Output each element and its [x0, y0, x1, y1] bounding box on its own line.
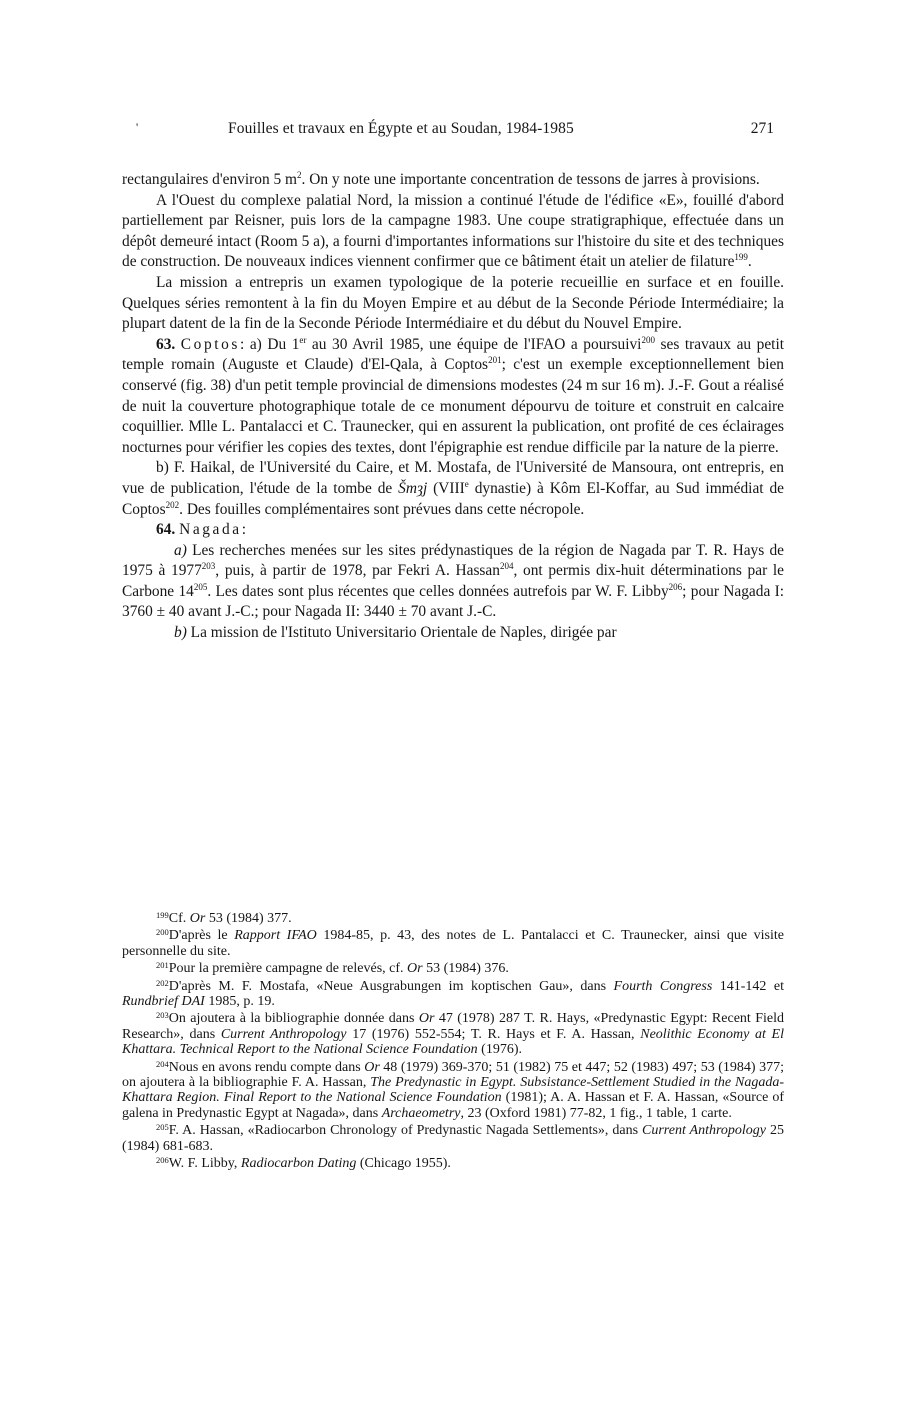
footnote-ref: 206 [668, 581, 683, 592]
section-number: 63. [156, 335, 176, 353]
footnote: $^{204}$Nous en avons rendu compte dans Or 48 (1979) 369-370; 51 (1982) 75 et 447; 52 (1983) 497; 53 (1984) 377; on ajoutera à la bibliographie F. A. Hassan, The Predynastic in Egypt. Subsistance-Settlement Studied in the Nagada-Khattara Region. Final Report to the National Science Foundation (1981); A. A. Hassan et F. A. Hassan, «Source of galena in Predynastic Egypt at Nagada», dans Archaeometry, 23 (Oxford 1981) 77-82, 1 fig., 1 table, 1 carte. [122, 1058, 785, 1121]
paragraph: b) F. Haikal, de l'Université du Caire, et M. Mostafa, de l'Université de Mansoura, ont entrepris, en vue de publication, l'étude de la tombe de Šmȝj (VIIIe dynastie) à Kôm El-Koffar, au Sud immédiat de Coptos$^{202}$. Des fouilles complémentaires sont prévues dans cette nécropole. [122, 459, 784, 518]
paragraph: a) Les recherches menées sur les sites prédynastiques de la région de Nagada par T. R. Hays de 1975 à 1977$^{203}$, puis, à partir de 1978, par Fekri A. Hassan$^{204}$, ont permis dix-huit déterminations par le Carbone $14^{205}$. Les dates sont plus récentes que celles données autrefois par W. F. Libby$^{206}$; pour Nagada I: 3760 ± 40 avant J.-C.; pour Nagada II: 3440 ± 70 avant J.-C. [122, 541, 785, 621]
paragraph: A l'Ouest du complexe palatial Nord, la mission a continué l'étude de l'édifice «E», fouillé d'abord partiellement par Reisner, puis lors de la campagne 1983. Une coupe stratigraphique, effectuée dans un dépôt demeuré intact (Room 5 a), a fourni d'importantes informations sur l'histoire du site et des techniques de construction. De nouveaux indices viennent confirmer que ce bâtiment était un atelier de filature$^{199}$. [122, 191, 784, 271]
footnote-ref: 199 [734, 252, 748, 263]
footnote: $^{203}$On ajoutera à la bibliographie donnée dans Or 47 (1978) 287 T. R. Hays, «Predynastic Egypt: Recent Field Research», dans Current Anthropology 17 (1976) 552-554; T. R. Hays et F. A. Hassan, Neolithic Economy at El Khattara. Technical Report to the National Science Foundation (1976). [122, 1010, 784, 1058]
footnote: $^{205}$F. A. Hassan, «Radiocarbon Chronology of Predynastic Nagada Settlements», dans Current Anthropology 25 (1984) 681-683. [122, 1122, 784, 1154]
page-number: 271 [750, 120, 774, 137]
running-title: Fouilles et travaux en Égypte et au Soudan, 1984-1985 [228, 120, 574, 137]
footnote-ref: 201 [488, 355, 502, 366]
footnote: $^{202}$D'après M. F. Mostafa, «Neue Ausgrabungen im koptischen Gau», dans Fourth Congress 141-142 et Rundbrief DAI 1985, p. 19. [122, 977, 785, 1010]
footnote-ref: 204 [499, 561, 514, 572]
paragraph: b) La mission de l'Istituto Universitario Orientale de Naples, dirigée par [174, 624, 617, 642]
section-nagada: 64. Nagada: [156, 521, 246, 539]
section-number: 64. [156, 521, 176, 539]
footnote-ref: 203 [201, 561, 216, 572]
footnote-ref: 205 [193, 581, 208, 592]
margin-mark: ' [136, 120, 139, 134]
footnotes [122, 911, 784, 1174]
paragraph: La mission a entrepris un examen typologique de la poterie recueillie en surface et en fouille. Quelques séries remontent à la fin du Moyen Empire et au début de la Seconde Période Intermédiaire; la plupart datent de la fin de la Seconde Période Intermédiaire et du début du Nouvel Empire. [122, 273, 784, 333]
footnote-ref: 202 [165, 499, 180, 510]
site-name: Nagada [179, 521, 242, 539]
main-text [122, 170, 784, 644]
footnote-ref: 200 [641, 334, 655, 345]
footnote: $^{201}$Pour la première campagne de relevés, cf. Or 53 (1984) 376. [156, 960, 509, 977]
footnote: $^{200}$D'après le Rapport IFAO 1984-85, p. 43, des notes de L. Pantalacci et C. Traunecker, ainsi que visite personnelle du site. [122, 927, 784, 959]
paragraph: rectangulaires d'environ 5 $m^2$. On y note une importante concentration de tessons de jarres à provisions. [122, 170, 760, 188]
footnote: $^{199}$Cf. Or 53 (1984) 377. [156, 910, 292, 926]
footnote: $^{206}$W. F. Libby, Radiocarbon Dating (Chicago 1955). [156, 1155, 451, 1172]
site-name: Coptos [180, 335, 241, 353]
section-coptos: 63. Coptos: a) Du 1er au 30 Avril 1985, une équipe de l'IFAO a poursuivi$^{200}$ ses travaux au petit temple romain (Auguste et Claude) d'El-Qala, à Coptos$^{201}$; c'est un exemple exceptionnellement bien conservé (fig. 38) d'un petit temple provincial de dimensions modestes (24 m sur 16 m). J.-F. Gout a réalisé de nuit la couverture photographique totale de ce monument dépourvu de toiture et construit en calcaire coquillier. Mlle L. Pantalacci et C. Traunecker, qui en assurent la publication, ont profité de ces éclairages nocturnes pour vérifier les copies des textes, dont l'épigraphie est rendue difficile par la nature de la pierre. [122, 334, 785, 456]
running-header [120, 120, 788, 142]
